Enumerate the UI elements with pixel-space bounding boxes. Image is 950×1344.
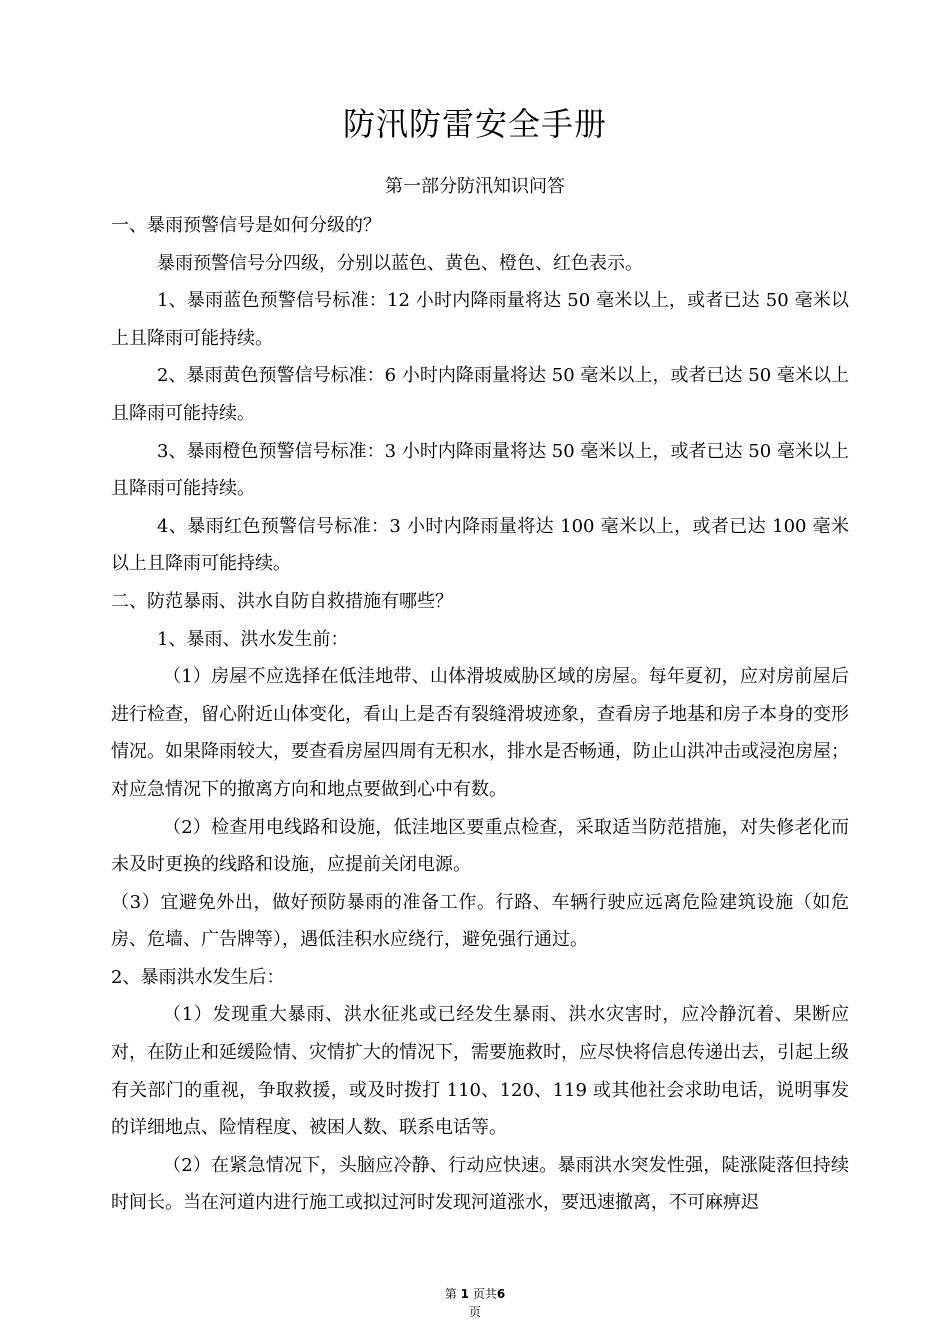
paragraph: 3、暴雨橙色预警信号标准：3 小时内降雨量将达 50 毫米以上，或者已达 50 毫米以上且降雨可能持续。 — [111, 440, 849, 500]
document-body — [111, 207, 849, 1222]
paragraph: （1）房屋不应选择在低洼地带、山体滑坡威胁区域的房屋。每年夏初，应对房前屋后进行检查，留心附近山体变化，看山上是否有裂缝滑坡迹象，查看房子地基和房子本身的变形情况。如果降雨较大，要查看房屋四周有无积水，排水是否畅通，防止山洪冲击或浸泡房屋；对应急情况下的撤离方向和地点要做到心中有数。 — [111, 666, 849, 800]
question-heading: 一、暴雨预警信号是如何分级的？ — [111, 215, 381, 236]
page-number: 第 1 页共6 — [444, 1287, 506, 1301]
page-footer — [0, 1285, 950, 1321]
paragraph: （3）宜避免外出，做好预防暴雨的准备工作。行路、车辆行驶应远离危险建筑设施（如危房、危墙、广告牌等），遇低洼积水应绕行，避免强行通过。 — [111, 891, 849, 951]
document-title: 防汛防雷安全手册 — [342, 105, 607, 143]
paragraph: 2、暴雨黄色预警信号标准：6 小时内降雨量将达 50 毫米以上，或者已达 50 毫米以上且降雨可能持续。 — [111, 365, 849, 424]
paragraph: 1、暴雨蓝色预警信号标准：12 小时内降雨量将达 50 毫米以上，或者已达 50 毫米以上且降雨可能持续。 — [111, 290, 849, 349]
paragraph: （2）在紧急情况下，头脑应冷静、行动应快速。暴雨洪水突发性强，陡涨陡落但持续时间长。当在河道内进行施工或拟过河时发现河道涨水，要迅速撤离，不可麻痹迟 — [111, 1154, 849, 1214]
sub-heading: 2、暴雨洪水发生后： — [111, 966, 285, 988]
paragraph: （2）检查用电线路和设施，低洼地区要重点检查，采取适当防范措施，对失修老化而未及时更换的线路和设施，应提前关闭电源。 — [111, 816, 849, 876]
paragraph: （1）发现重大暴雨、洪水征兆或已经发生暴雨、洪水灾害时，应冷静沉着、果断应对，在防止和延缓险情、灾情扩大的情况下，需要施救时，应尽快将信息传递出去，引起上级有关部门的重视，争取救援，或及时拨打 110、120、119 或其他社会求助电话，说明事发的详细地点、险情程度、被困人数、联系电话等。 — [111, 1004, 849, 1139]
page-number-suffix: 页 — [468, 1305, 481, 1319]
section-title: 第一部分防汛知识问答 — [385, 176, 565, 197]
paragraph: 暴雨预警信号分四级，分别以蓝色、黄色、橙色、红色表示。 — [157, 252, 643, 274]
paragraph: 1、暴雨、洪水发生前： — [157, 628, 349, 650]
paragraph: 4、暴雨红色预警信号标准：3 小时内降雨量将达 100 毫米以上，或者已达 100 毫米以上且降雨可能持续。 — [111, 515, 849, 575]
question-heading: 二、防范暴雨、洪水自防自救措施有哪些？ — [111, 590, 453, 612]
